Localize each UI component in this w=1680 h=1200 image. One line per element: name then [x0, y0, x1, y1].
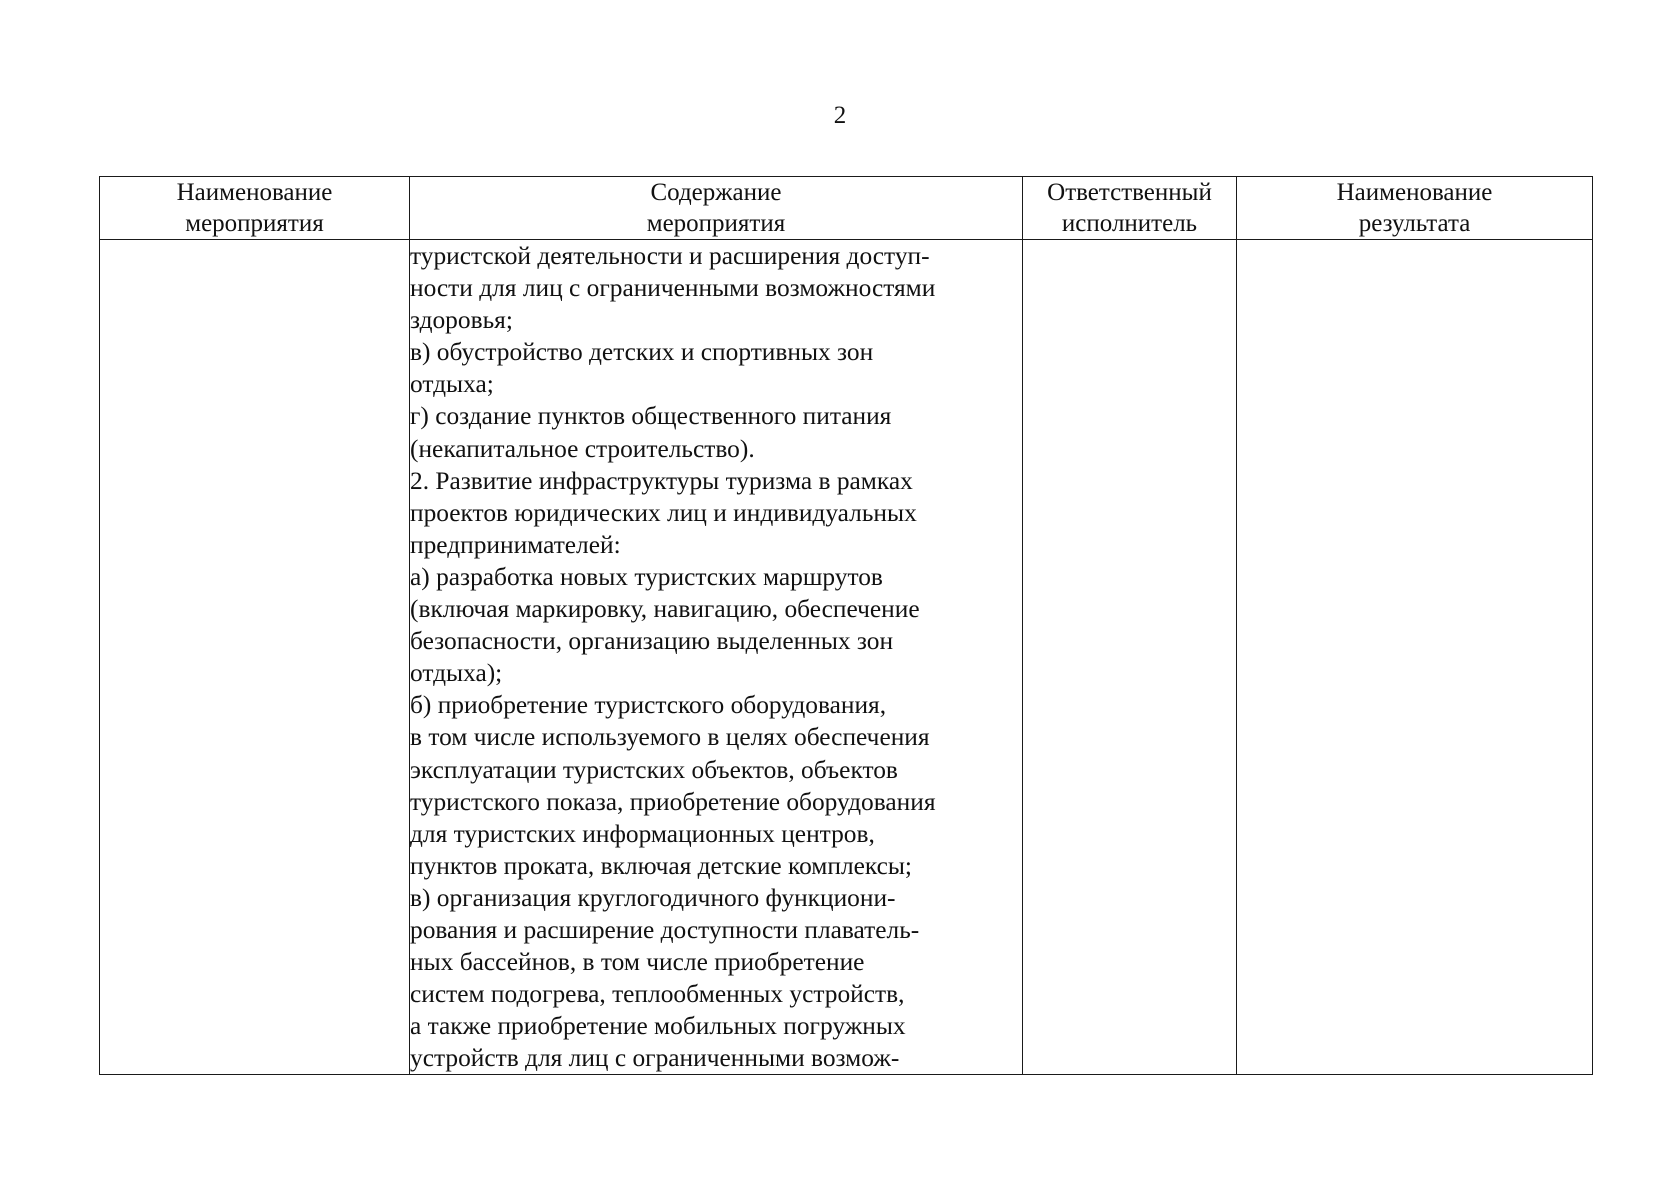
content-line: для туристских информационных центров,	[410, 819, 875, 848]
header-event-name-line-2: мероприятия	[185, 210, 324, 237]
cell-event-content	[410, 240, 1023, 1075]
content-line: проектов юридических лиц и индивидуальных	[410, 498, 917, 527]
content-line: рования и расширение доступности плаватель-	[410, 915, 920, 944]
content-line: отдыха;	[410, 370, 494, 399]
content-line: систем подогрева, теплообменных устройств,	[410, 980, 905, 1009]
header-event-content	[410, 177, 1023, 240]
cell-result-name	[1237, 240, 1593, 1075]
content-line: в) организация круглогодичного функциони-	[410, 883, 896, 912]
table-header-row	[100, 177, 1593, 240]
content-line: а также приобретение мобильных погружных	[410, 1012, 906, 1041]
content-line: а) разработка новых туристских маршрутов	[410, 562, 883, 591]
content-line: ных бассейнов, в том числе приобретение	[410, 948, 865, 977]
content-line: ности для лиц с ограниченными возможностями	[410, 274, 936, 303]
table-row	[100, 240, 1593, 1075]
content-line: здоровья;	[410, 306, 513, 335]
content-line: эксплуатации туристских объектов, объектов	[410, 755, 898, 784]
content-line: г) создание пунктов общественного питания	[410, 402, 892, 431]
header-result-name	[1237, 177, 1593, 240]
header-responsible-executor	[1023, 177, 1237, 240]
page-number: 2	[833, 102, 847, 129]
cell-responsible-executor	[1023, 240, 1237, 1075]
content-line: устройств для лиц с ограниченными возмож-	[410, 1044, 900, 1073]
content-line: туристской деятельности и расширения доступ-	[410, 242, 930, 270]
content-line: отдыха);	[410, 659, 503, 688]
content-line: в том числе используемого в целях обеспечения	[410, 723, 930, 752]
content-line: (включая маркировку, навигацию, обеспечение	[410, 595, 920, 624]
header-event-content-line-2: мероприятия	[646, 210, 786, 237]
content-line: 2. Развитие инфраструктуры туризма в рамках	[410, 466, 913, 495]
content-line: безопасности, организацию выделенных зон	[410, 627, 894, 656]
header-result-name-line-1: Наименование	[1336, 179, 1493, 206]
header-event-name	[100, 177, 410, 240]
content-line: б) приобретение туристского оборудования,	[410, 691, 887, 720]
header-event-content-line-1: Содержание	[650, 179, 782, 206]
measures-table	[99, 176, 1593, 1075]
cell-event-name	[100, 240, 410, 1075]
header-responsible-executor-line-1: Ответственный	[1047, 179, 1212, 206]
content-line: (некапитальное строительство).	[410, 434, 755, 463]
content-line: пунктов проката, включая детские комплексы;	[410, 851, 912, 880]
header-result-name-line-2: результата	[1358, 210, 1471, 237]
content-line: в) обустройство детских и спортивных зон	[410, 338, 874, 367]
header-event-name-line-1: Наименование	[176, 179, 333, 206]
header-responsible-executor-line-2: исполнитель	[1061, 210, 1198, 237]
content-line: туристского показа, приобретение оборудования	[410, 787, 936, 816]
content-line: предпринимателей:	[410, 530, 621, 559]
